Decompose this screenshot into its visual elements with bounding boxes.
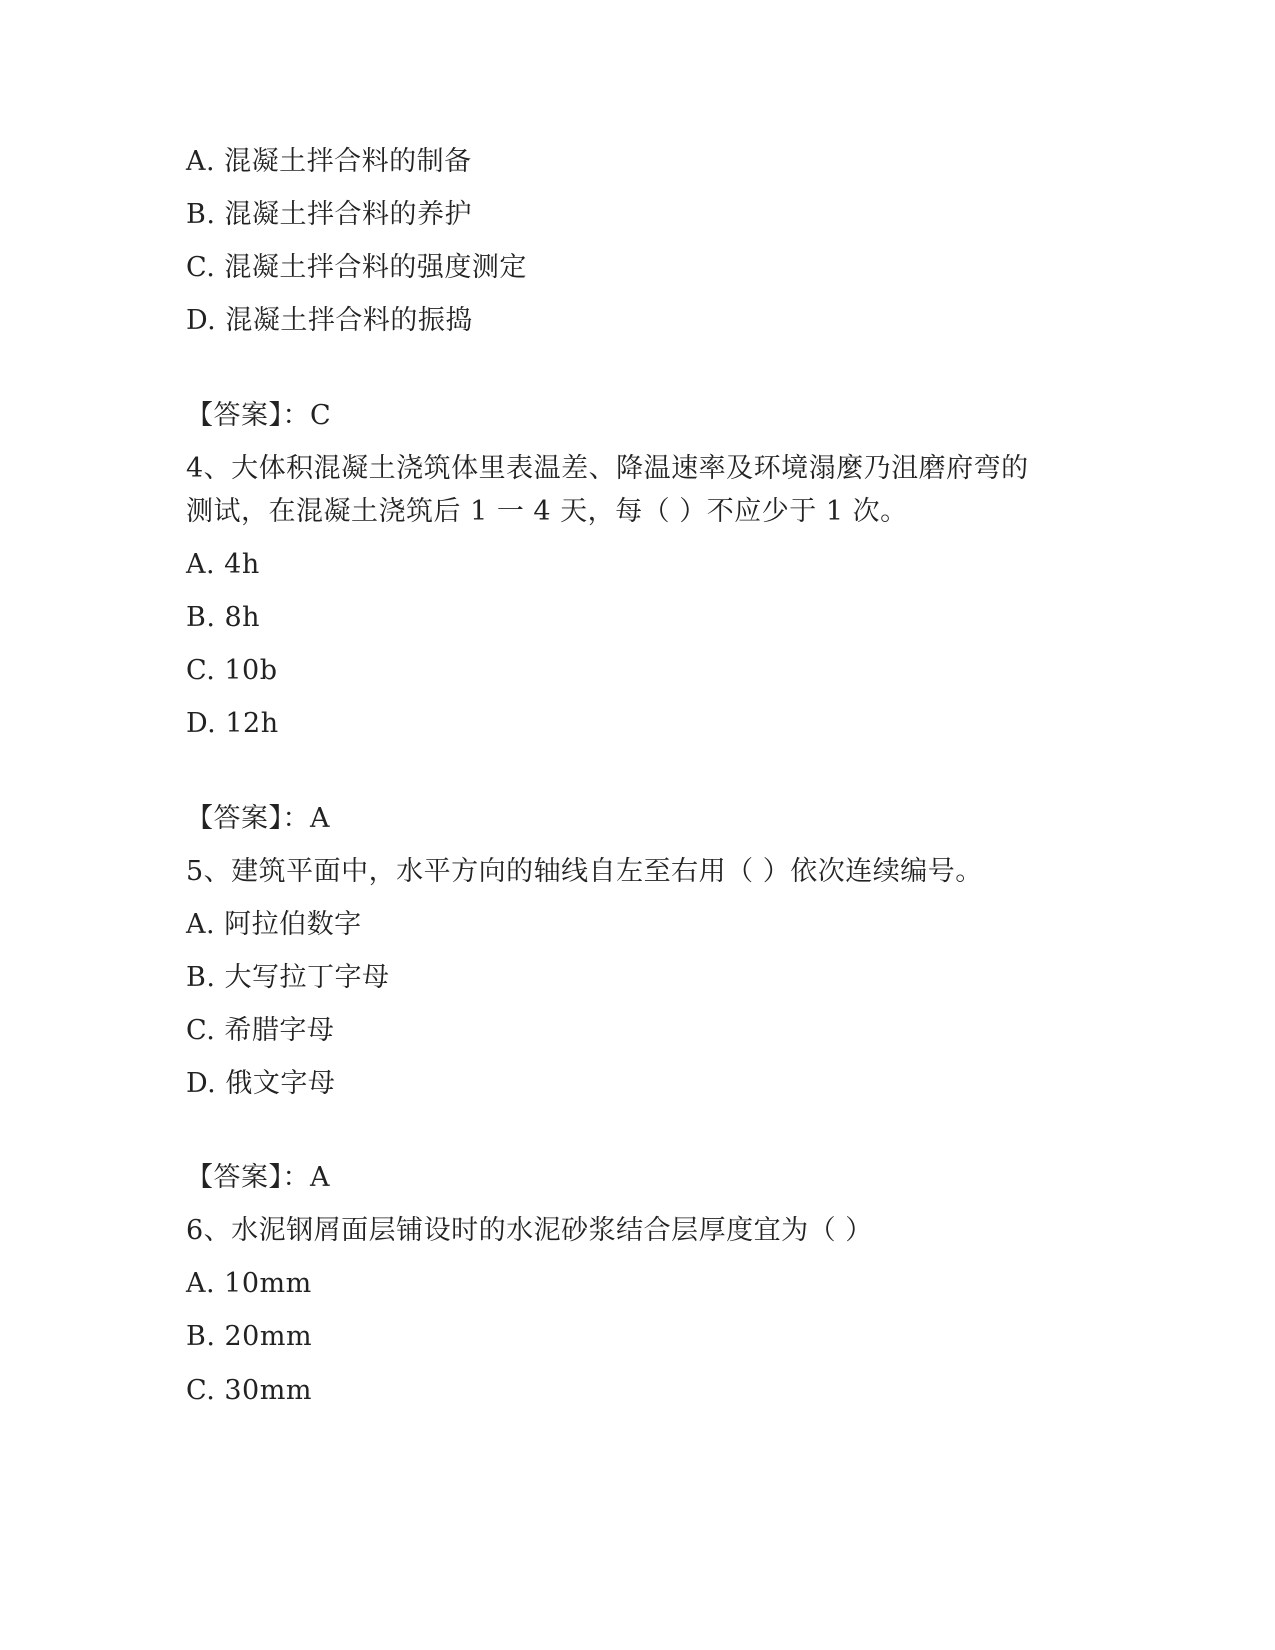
- q4-option-b: B. 8h: [186, 602, 261, 633]
- q4-stem-line1: 4、大体积混凝土浇筑体里表温差、降温速率及环境溻麼乃沮磨府弯的: [186, 453, 1029, 484]
- q5-option-a: A. 阿拉伯数字: [186, 909, 362, 940]
- q6-option-c: C. 30mm: [186, 1375, 312, 1406]
- q3-option-b: B. 混凝土拌合料的养护: [186, 199, 473, 230]
- q5-answer: 【答案】：A: [186, 1162, 330, 1193]
- q4-answer: 【答案】：A: [186, 803, 330, 834]
- q4-option-c: C. 10b: [186, 655, 278, 686]
- q5-stem: 5、建筑平面中，水平方向的轴线自左至右用（ ）依次连续编号。: [186, 856, 983, 887]
- q4-stem-line2: 测试，在混凝土浇筑后 1 一 4 天，每（ ）不应少于 1 次。: [186, 496, 908, 527]
- q6-stem: 6、水泥钢屑面层铺设时的水泥砂浆结合层厚度宜为（ ）: [186, 1215, 873, 1246]
- q4-option-d: D. 12h: [186, 708, 279, 739]
- q5-option-d: D. 俄文字母: [186, 1068, 336, 1099]
- q4-option-a: A. 4h: [186, 549, 260, 580]
- q6-option-a: A. 10mm: [186, 1268, 312, 1299]
- q3-answer: 【答案】：C: [186, 400, 332, 431]
- q3-option-d: D. 混凝土拌合料的振捣: [186, 305, 473, 336]
- q6-option-b: B. 20mm: [186, 1321, 313, 1352]
- q3-option-c: C. 混凝土拌合料的强度测定: [186, 252, 527, 283]
- q5-option-b: B. 大写拉丁字母: [186, 962, 390, 993]
- q5-option-c: C. 希腊字母: [186, 1015, 335, 1046]
- q3-option-a: A. 混凝土拌合料的制备: [186, 146, 472, 177]
